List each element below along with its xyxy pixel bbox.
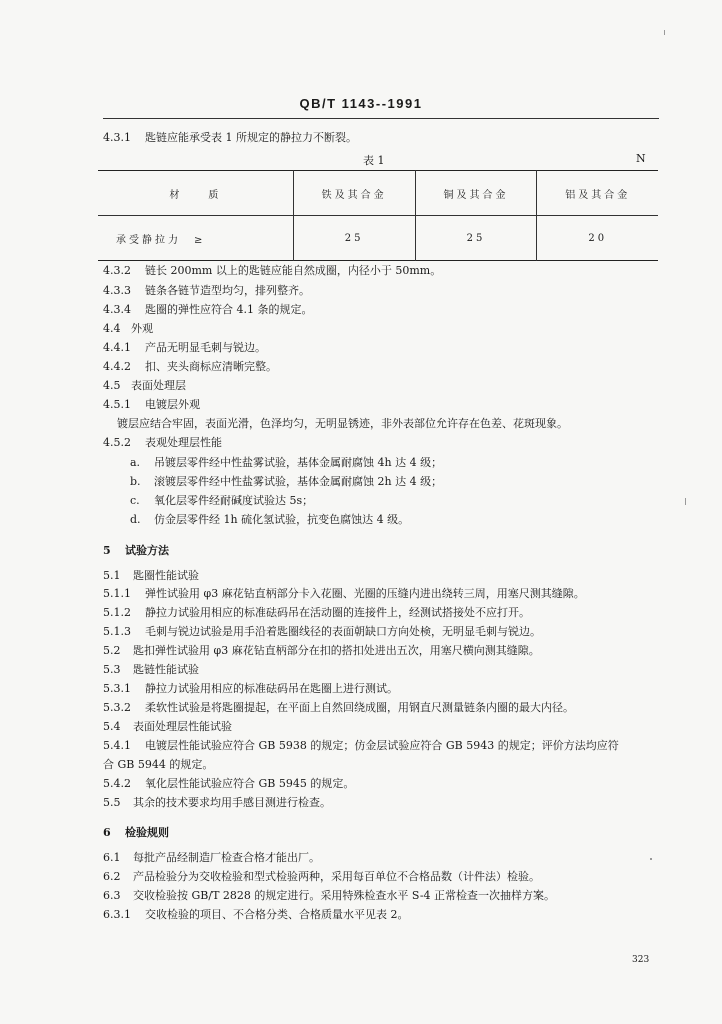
list-item-b [130, 475, 442, 489]
clause-text: 氧化层性能试验应符合 GB 5945 的规定。 [145, 777, 355, 790]
table-cell-aluminium: 20 [537, 216, 658, 261]
clause-5-1-3 [103, 625, 541, 639]
section-6-title [103, 826, 169, 840]
clause-number: 4.3.2 [103, 264, 131, 277]
table-row-label: 承受静拉力 ≥ [116, 234, 206, 246]
clause-text: 产品检验分为交收检验和型式检验两种，采用每百单位不合格品数（计件法）检验。 [133, 870, 540, 883]
standard-number-header: QB/T 1143--1991 [299, 96, 423, 111]
scan-mark [664, 30, 665, 35]
section-title: 检验规则 [125, 826, 169, 839]
clause-text: 交收检验的项目、不合格分类、合格质量水平见表 2。 [145, 908, 409, 921]
clause-6-3-1 [103, 908, 409, 922]
clause-text: 表面处理层 [131, 379, 186, 392]
clause-text: 静拉力试验用相应的标准砝码吊在匙圈上进行测试。 [145, 682, 398, 695]
clause-5-2 [103, 644, 540, 658]
clause-number: 4.5.1 [103, 398, 131, 411]
clause-6-2 [103, 870, 540, 884]
clause-4-5 [103, 379, 186, 393]
clause-text: 电镀层性能试验应符合 GB 5938 的规定；仿金层试验应符合 GB 5943 的规定；评价方法均应符 [145, 739, 619, 752]
clause-text: 静拉力试验用相应的标准砝码吊在活动圈的连接件上，经测试搭接处不应打开。 [145, 606, 530, 619]
clause-4-3-3 [103, 284, 310, 298]
clause-number: 5.2 [103, 644, 121, 657]
clause-number: 4.5.2 [103, 436, 131, 449]
table-header-aluminium: 铝及其合金 [537, 171, 658, 216]
clause-5-4-1 [103, 739, 619, 753]
section-number: 6 [103, 826, 111, 839]
table-cell-copper: 25 [415, 216, 537, 261]
clause-4-3-2 [103, 264, 441, 278]
clause-number: 5.1 [103, 569, 121, 582]
clause-text: 链长 200mm 以上的匙链应能自然成圈，内径小于 50mm。 [145, 264, 442, 277]
clause-5-3-2 [103, 701, 574, 715]
clause-6-1 [103, 851, 320, 865]
section-5-title [103, 544, 169, 558]
clause-number: 4.4 [103, 322, 121, 335]
table-cell-iron: 25 [293, 216, 415, 261]
clause-number: 6.1 [103, 851, 121, 864]
clause-4-4-2 [103, 360, 277, 374]
clause-text: 镀层应结合牢固，表面光滑，色泽均匀，无明显锈迹，非外表部位允许存在色差、花斑现象。 [117, 417, 568, 430]
clause-number: 6.3 [103, 889, 121, 902]
clause-text: 表观处理层性能 [145, 436, 222, 449]
list-marker: d. [130, 513, 141, 526]
clause-number: 5.1.3 [103, 625, 131, 638]
clause-5-3-1 [103, 682, 398, 696]
clause-text: 合 GB 5944 的规定。 [103, 758, 214, 771]
clause-text: 匙扣弹性试验用 φ3 麻花钻直柄部分在扣的搭扣处进出五次，用塞尺横向测其缝隙。 [133, 644, 540, 657]
header-rule [103, 118, 659, 119]
clause-4-4-1 [103, 341, 266, 355]
clause-text: 匙圈的弹性应符合 4.1 条的规定。 [145, 303, 313, 316]
clause-5-1 [103, 569, 199, 583]
list-marker: a. [130, 456, 141, 469]
section-title: 试验方法 [125, 544, 169, 557]
clause-number: 4.4.1 [103, 341, 131, 354]
list-text: 吊镀层零件经中性盐雾试验，基体金属耐腐蚀 4h 达 4 级； [154, 456, 443, 469]
clause-number: 5.3.2 [103, 701, 131, 714]
clause-text: 匙链应能承受表 1 所规定的静拉力不断裂。 [145, 131, 357, 144]
clause-text: 链条各链节造型均匀，排列整齐。 [145, 284, 310, 297]
list-text: 仿金层零件经 1h 硫化氢试验，抗变色腐蚀达 4 级。 [154, 513, 410, 526]
clause-4-5-2 [103, 436, 222, 450]
clause-4-5-1-text [117, 417, 568, 431]
clause-number: 4.4.2 [103, 360, 131, 373]
clause-4-3-4 [103, 303, 313, 317]
clause-4-3-1 [103, 131, 357, 145]
clause-text: 弹性试验用 φ3 麻花钻直柄部分卡入花圈、光圈的压缝内进出绕转三周，用塞尺测其缝隙。 [145, 587, 585, 600]
clause-number: 4.3.4 [103, 303, 131, 316]
clause-text: 扣、夹头商标应清晰完整。 [145, 360, 277, 373]
table-caption: 表 1 [363, 154, 385, 167]
table-header-iron: 铁及其合金 [293, 171, 415, 216]
list-item-a [130, 456, 442, 470]
list-marker: c. [130, 494, 140, 507]
clause-number: 5.5 [103, 796, 121, 809]
tensile-force-table [98, 170, 658, 261]
clause-number: 6.3.1 [103, 908, 131, 921]
list-marker: b. [130, 475, 141, 488]
clause-text: 交收检验按 GB/T 2828 的规定进行。采用特殊检查水平 S-4 正常检查一次抽样方案。 [133, 889, 556, 902]
list-item-c [130, 494, 313, 508]
table-header-material: 材 质 [98, 171, 293, 216]
clause-5-5 [103, 796, 331, 810]
clause-text: 匙圈性能试验 [133, 569, 199, 582]
page-number: 323 [632, 955, 650, 965]
clause-number: 4.3.1 [103, 131, 131, 144]
clause-5-4-2 [103, 777, 354, 791]
clause-5-4 [103, 720, 232, 734]
table-row [98, 216, 658, 261]
clause-6-3 [103, 889, 555, 903]
clause-number: 5.4.1 [103, 739, 131, 752]
clause-number: 5.1.2 [103, 606, 131, 619]
clause-number: 5.3.1 [103, 682, 131, 695]
clause-4-5-1 [103, 398, 200, 412]
clause-number: 5.1.1 [103, 587, 131, 600]
clause-number: 4.3.3 [103, 284, 131, 297]
clause-text: 匙链性能试验 [133, 663, 199, 676]
clause-text: 其余的技术要求均用手感目测进行检查。 [133, 796, 331, 809]
clause-5-1-1 [103, 587, 585, 601]
clause-text: 外观 [131, 322, 153, 335]
section-number: 5 [103, 544, 111, 557]
clause-5-1-2 [103, 606, 530, 620]
clause-text: 表面处理层性能试验 [133, 720, 232, 733]
clause-text: 毛刺与锐边试验是用手沿着匙圈线径的表面朝缺口方向处検，无明显毛刺与锐边。 [145, 625, 541, 638]
table-unit: N [636, 152, 646, 165]
scan-mark [650, 858, 652, 860]
clause-number: 6.2 [103, 870, 121, 883]
scan-mark [685, 498, 686, 505]
clause-4-4 [103, 322, 153, 336]
clause-text: 电镀层外观 [145, 398, 200, 411]
list-item-d [130, 513, 409, 527]
clause-text: 每批产品经制造厂检查合格才能出厂。 [133, 851, 320, 864]
clause-number: 5.4.2 [103, 777, 131, 790]
table-header-copper: 铜及其合金 [415, 171, 537, 216]
clause-5-4-1-cont [103, 758, 213, 772]
clause-5-3 [103, 663, 199, 677]
clause-number: 5.4 [103, 720, 121, 733]
clause-text: 柔软性试验是将匙圈提起，在平面上自然回绕成圈，用钢直尺测量链条内圈的最大内径。 [145, 701, 574, 714]
list-text: 滚镀层零件经中性盐雾试验，基体金属耐腐蚀 2h 达 4 级； [154, 475, 443, 488]
clause-text: 产品无明显毛刺与锐边。 [145, 341, 266, 354]
clause-number: 4.5 [103, 379, 121, 392]
list-text: 氧化层零件经耐碱度试验达 5s； [154, 494, 314, 507]
clause-number: 5.3 [103, 663, 121, 676]
table-header-row [98, 171, 658, 216]
